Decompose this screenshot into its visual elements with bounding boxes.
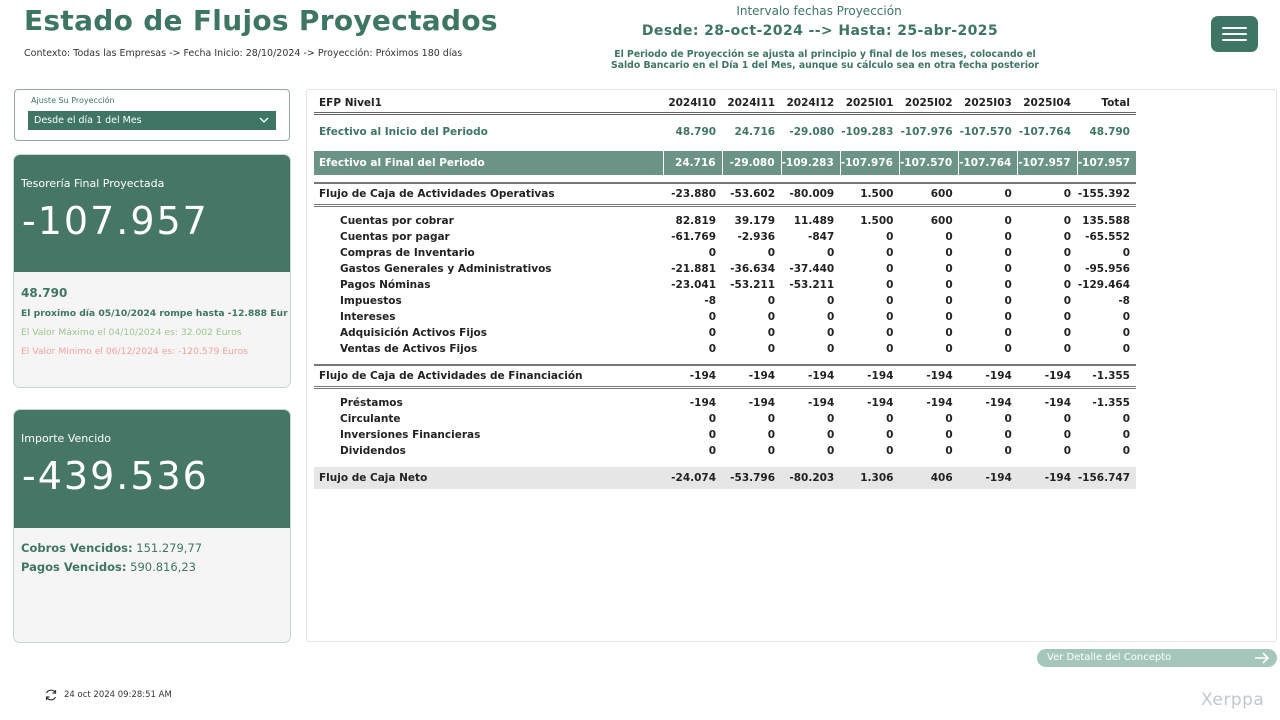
row-value: 0	[1004, 343, 1012, 355]
row-label: Flujo de Caja de Actividades de Financiación	[314, 365, 663, 387]
row-value: 0	[1063, 263, 1071, 275]
row-value: -107.570	[899, 151, 958, 175]
row-value: -194	[748, 397, 776, 409]
row-value: 0	[945, 413, 953, 425]
row-value: -194	[867, 397, 894, 409]
table-row-intereses[interactable]	[314, 309, 1136, 325]
row-label: Dividendos	[340, 445, 406, 457]
column-header[interactable]: 2025I02	[904, 97, 953, 110]
column-header[interactable]: 2025I04	[1023, 97, 1071, 110]
row-value: -1.355	[1077, 365, 1136, 387]
column-header[interactable]: 2024I12	[786, 97, 835, 110]
row-value: 0	[886, 279, 894, 291]
overdue-value: -439.536	[22, 454, 209, 498]
table-row-adquisicion[interactable]	[314, 325, 1136, 341]
row-value: -109.283	[841, 126, 894, 138]
row-value: 0	[1004, 247, 1012, 259]
spacer-cell	[314, 205, 1136, 213]
view-concept-detail-button[interactable]	[1037, 649, 1277, 667]
row-value: 0	[1004, 231, 1012, 243]
hamburger-menu-button[interactable]	[1211, 16, 1258, 52]
table-row-operativas[interactable]	[314, 183, 1136, 205]
row-value: 1.306	[840, 467, 899, 489]
column-header[interactable]: 2025I03	[964, 97, 1012, 110]
row-value: 0	[1122, 429, 1130, 441]
row-value: -107.764	[1018, 126, 1071, 138]
row-value: 48.790	[1089, 126, 1130, 138]
cobros-vencidos	[21, 541, 202, 555]
row-value: 0	[886, 311, 894, 323]
spacer-row	[314, 113, 1136, 121]
row-value: 0	[1004, 311, 1012, 323]
row-value: 0	[826, 327, 835, 339]
row-value: 0	[826, 445, 835, 457]
row-label: Cuentas por cobrar	[340, 215, 454, 227]
row-value: -36.634	[730, 263, 776, 275]
row-value: 24.716	[663, 151, 722, 175]
row-value: -109.283	[781, 151, 840, 175]
row-label: Gastos Generales y Administrativos	[340, 263, 552, 275]
row-value: 0	[826, 295, 835, 307]
row-value: 0	[826, 413, 835, 425]
row-value: -107.764	[959, 151, 1018, 175]
table-row-inversiones[interactable]	[314, 427, 1136, 443]
spacer-row	[314, 459, 1136, 467]
row-label: Circulante	[340, 413, 401, 425]
row-value: -107.957	[1018, 151, 1077, 175]
row-value: -194	[1018, 365, 1077, 387]
row-label: Flujo de Caja Neto	[314, 467, 663, 489]
menu-icon	[1222, 33, 1247, 35]
row-value: -2.936	[737, 231, 776, 243]
view-concept-detail-label: Ver Detalle del Concepto	[1047, 652, 1172, 663]
overdue-card-header	[14, 410, 290, 528]
row-value: 0	[767, 429, 776, 441]
row-value: 0	[767, 247, 776, 259]
spacer-row	[314, 205, 1136, 213]
row-value: 0	[1018, 183, 1077, 205]
row-value: 0	[1063, 311, 1071, 323]
row-value: -155.392	[1077, 183, 1136, 205]
chevron-down-icon	[258, 114, 270, 126]
range-note-line-2: Saldo Bancario en el Día 1 del Mes, aunque su cálculo sea en otra fecha posterior	[611, 60, 1039, 71]
row-value: -8	[1118, 295, 1130, 307]
spacer-cell	[314, 113, 1136, 121]
row-value: -194	[899, 365, 958, 387]
spacer-row	[314, 143, 1136, 151]
row-value: 0	[708, 413, 717, 425]
row-value: 135.588	[1082, 215, 1130, 227]
spacer-cell	[314, 175, 1136, 183]
row-value: 0	[1004, 327, 1012, 339]
row-value: 0	[708, 327, 717, 339]
table-row-financiacion[interactable]	[314, 365, 1136, 387]
row-value: 0	[886, 429, 894, 441]
row-value: 0	[826, 247, 835, 259]
projection-adjust-selected: Desde el día 1 del Mes	[34, 115, 142, 126]
column-header[interactable]: 2024I10	[668, 97, 717, 110]
row-value: 0	[945, 429, 953, 441]
row-label: Pagos Nóminas	[340, 279, 431, 291]
range-note-line-1: El Periodo de Proyección se ajusta al principio y final de los meses, colocando el	[614, 49, 1036, 60]
row-value: -23.880	[663, 183, 722, 205]
row-value: -23.041	[671, 279, 717, 291]
table-row-pagar[interactable]	[314, 229, 1136, 245]
row-value: 0	[767, 295, 776, 307]
row-value: -29.080	[722, 151, 781, 175]
treasury-card	[13, 154, 291, 388]
row-value: -194	[926, 397, 953, 409]
row-value: 0	[1063, 327, 1071, 339]
row-value: -194	[689, 397, 717, 409]
row-label: Ventas de Activos Fijos	[340, 343, 478, 355]
spacer-cell	[314, 357, 1136, 365]
table-row-prestamos[interactable]	[314, 395, 1136, 411]
row-value: -194	[1018, 467, 1077, 489]
row-value: 24.716	[734, 126, 776, 138]
row-value: -95.956	[1085, 263, 1130, 275]
row-value: -53.796	[722, 467, 781, 489]
row-value: 0	[945, 327, 953, 339]
row-value: 0	[708, 445, 717, 457]
row-value: 0	[1063, 279, 1071, 291]
row-value: 0	[826, 311, 835, 323]
row-value: 0	[1004, 263, 1012, 275]
row-value: 0	[767, 311, 776, 323]
row-value: 0	[1122, 343, 1130, 355]
table-row-impuestos[interactable]	[314, 293, 1136, 309]
row-value: 0	[1063, 413, 1071, 425]
row-value: -61.769	[671, 231, 717, 243]
table-header-row	[314, 95, 1136, 113]
row-value: 0	[1004, 279, 1012, 291]
row-label: Inversiones Financieras	[340, 429, 481, 441]
table-row-gastos[interactable]	[314, 261, 1136, 277]
row-value: 0	[945, 311, 953, 323]
row-label: Compras de Inventario	[340, 247, 475, 259]
row-value: -194	[781, 365, 840, 387]
row-value: -107.976	[840, 151, 899, 175]
row-value: -129.464	[1077, 279, 1130, 291]
row-value: 0	[959, 183, 1018, 205]
row-value: 0	[708, 247, 717, 259]
row-value: 0	[886, 231, 894, 243]
row-value: 0	[945, 343, 953, 355]
table-row-nominas[interactable]	[314, 277, 1136, 293]
row-value: 0	[1122, 413, 1130, 425]
row-value: -107.976	[900, 126, 953, 138]
row-label: Impuestos	[340, 295, 402, 307]
column-header[interactable]: 2024I11	[727, 97, 776, 110]
row-value: -53.211	[789, 279, 835, 291]
row-value: 1.500	[840, 183, 899, 205]
spacer-cell	[314, 459, 1136, 467]
pagos-vencidos-value: 590.816,23	[130, 560, 196, 574]
row-value: 11.489	[793, 215, 835, 227]
row-value: -847	[807, 231, 835, 243]
row-value: -29.080	[789, 126, 835, 138]
overdue-card	[13, 409, 291, 643]
row-value: 0	[1122, 247, 1130, 259]
row-value: -194	[663, 365, 722, 387]
row-value: -21.881	[671, 263, 717, 275]
row-value: 0	[1063, 247, 1071, 259]
row-value: -80.009	[781, 183, 840, 205]
row-value: 600	[899, 183, 958, 205]
row-value: 0	[945, 279, 953, 291]
row-value: 0	[767, 343, 776, 355]
row-value: 0	[1063, 215, 1071, 227]
row-value: 0	[1004, 295, 1012, 307]
projection-adjust-label: Ajuste Su Proyección	[31, 96, 115, 105]
brand-logo: Xerppa	[1201, 690, 1265, 710]
row-value: -24.074	[663, 467, 722, 489]
table-row-inicio[interactable]	[314, 121, 1136, 143]
row-value: 0	[767, 413, 776, 425]
pagos-vencidos-label: Pagos Vencidos:	[21, 560, 127, 574]
row-value: 0	[945, 247, 953, 259]
spacer-row	[314, 387, 1136, 395]
row-value: 0	[767, 327, 776, 339]
treasury-card-header	[14, 155, 290, 272]
row-value: 0	[1122, 311, 1130, 323]
row-value: 0	[708, 343, 717, 355]
row-label: Cuentas por pagar	[340, 231, 450, 243]
row-value: -80.203	[781, 467, 840, 489]
row-value: 0	[886, 445, 894, 457]
row-value: 0	[1063, 445, 1071, 457]
row-label: Préstamos	[340, 397, 403, 409]
row-value: -194	[959, 467, 1018, 489]
table-row-neto[interactable]	[314, 467, 1136, 489]
row-value: -194	[1044, 397, 1071, 409]
row-value: 0	[886, 263, 894, 275]
row-value: 600	[930, 215, 953, 227]
row-value: 0	[1122, 445, 1130, 457]
menu-icon	[1222, 39, 1247, 41]
row-value: -8	[704, 295, 717, 307]
row-value: 0	[1063, 343, 1071, 355]
refresh-timestamp: 24 oct 2024 09:28:51 AM	[64, 690, 172, 700]
spacer-row	[314, 175, 1136, 183]
row-value: -107.570	[959, 126, 1012, 138]
table-row-final[interactable]	[314, 151, 1136, 175]
row-value: -1.355	[1092, 397, 1130, 409]
row-value: -194	[840, 365, 899, 387]
cobros-vencidos-value: 151.279,77	[136, 541, 203, 555]
row-value: 48.790	[675, 126, 717, 138]
row-value: 0	[945, 295, 953, 307]
row-value: 0	[1004, 445, 1012, 457]
row-value: -53.602	[722, 183, 781, 205]
table-body	[314, 113, 1136, 489]
row-value: 39.179	[734, 215, 776, 227]
row-value: 406	[899, 467, 958, 489]
row-value: 0	[708, 311, 717, 323]
projection-range-label: Intervalo fechas Proyección	[736, 4, 902, 18]
row-value: 0	[945, 445, 953, 457]
row-value: 0	[1063, 231, 1071, 243]
row-label: Adquisición Activos Fijos	[340, 327, 488, 339]
row-value: 0	[1063, 295, 1071, 307]
menu-icon	[1222, 27, 1247, 29]
column-header[interactable]: EFP Nivel1	[319, 97, 382, 110]
row-value: 0	[886, 413, 894, 425]
context-text: Contexto: Todas las Empresas -> Fecha Inicio: 28/10/2024 -> Proyección: Próximos 180 días	[24, 48, 463, 59]
column-header[interactable]: 2025I01	[845, 97, 894, 110]
arrow-right-icon	[1253, 650, 1271, 666]
spacer-row	[314, 357, 1136, 365]
refresh-icon[interactable]	[44, 688, 58, 702]
row-value: -194	[959, 365, 1018, 387]
row-value: -53.211	[730, 279, 776, 291]
row-value: -37.440	[789, 263, 835, 275]
row-value: 0	[886, 327, 894, 339]
cobros-vencidos-label: Cobros Vencidos:	[21, 541, 133, 555]
row-value: 0	[1122, 327, 1130, 339]
treasury-min-note: El Valor Mínimo el 06/12/2024 es: -120.579 Euros	[21, 346, 248, 357]
row-value: 0	[1004, 215, 1012, 227]
treasury-max-note: El Valor Máximo el 04/10/2024 es: 32.002 Euros	[21, 327, 242, 338]
table-row-dividendos[interactable]	[314, 443, 1136, 459]
spacer-cell	[314, 143, 1136, 151]
projection-adjust-panel	[14, 89, 290, 141]
row-value: -107.957	[1077, 151, 1136, 175]
row-value: 0	[945, 231, 953, 243]
row-value: 0	[1004, 413, 1012, 425]
pagos-vencidos	[21, 560, 196, 574]
row-label: Intereses	[340, 311, 396, 323]
row-value: -194	[722, 365, 781, 387]
projection-range-note	[590, 49, 1060, 71]
row-value: 82.819	[675, 215, 717, 227]
row-value: 1.500	[860, 215, 894, 227]
treasury-start-value: 48.790	[21, 286, 68, 300]
projection-range-dates: Desde: 28-oct-2024 --> Hasta: 25-abr-2025	[641, 23, 999, 39]
row-value: 0	[826, 429, 835, 441]
row-label: Efectivo al Final del Periodo	[314, 151, 663, 175]
projection-adjust-dropdown[interactable]	[28, 111, 276, 130]
row-value: 0	[886, 343, 894, 355]
spacer-cell	[314, 387, 1136, 395]
treasury-label: Tesorería Final Proyectada	[21, 177, 165, 190]
row-value: 0	[945, 263, 953, 275]
page-title: Estado de Flujos Proyectados	[24, 4, 498, 37]
row-value: 0	[767, 445, 776, 457]
table-row-inventario[interactable]	[314, 245, 1136, 261]
row-value: -65.552	[1085, 231, 1130, 243]
table-row-ventas[interactable]	[314, 341, 1136, 357]
overdue-label: Importe Vencido	[21, 432, 111, 445]
column-header[interactable]: Total	[1101, 97, 1130, 110]
cashflow-table	[314, 95, 1136, 489]
row-value: -156.747	[1077, 467, 1136, 489]
treasury-break-note: El proximo día 05/10/2024 rompe hasta -12.888 Eur	[21, 308, 288, 319]
treasury-value: -107.957	[22, 199, 209, 243]
row-value: -194	[807, 397, 835, 409]
row-label: Flujo de Caja de Actividades Operativas	[314, 183, 663, 205]
table-row-cobrar[interactable]	[314, 213, 1136, 229]
row-value: 0	[1063, 429, 1071, 441]
row-value: 0	[886, 247, 894, 259]
row-label: Efectivo al Inicio del Periodo	[319, 126, 488, 138]
row-value: 0	[1004, 429, 1012, 441]
row-value: 0	[826, 343, 835, 355]
row-value: -194	[985, 397, 1012, 409]
row-value: 0	[708, 429, 717, 441]
table-row-circulante[interactable]	[314, 411, 1136, 427]
row-value: 0	[886, 295, 894, 307]
